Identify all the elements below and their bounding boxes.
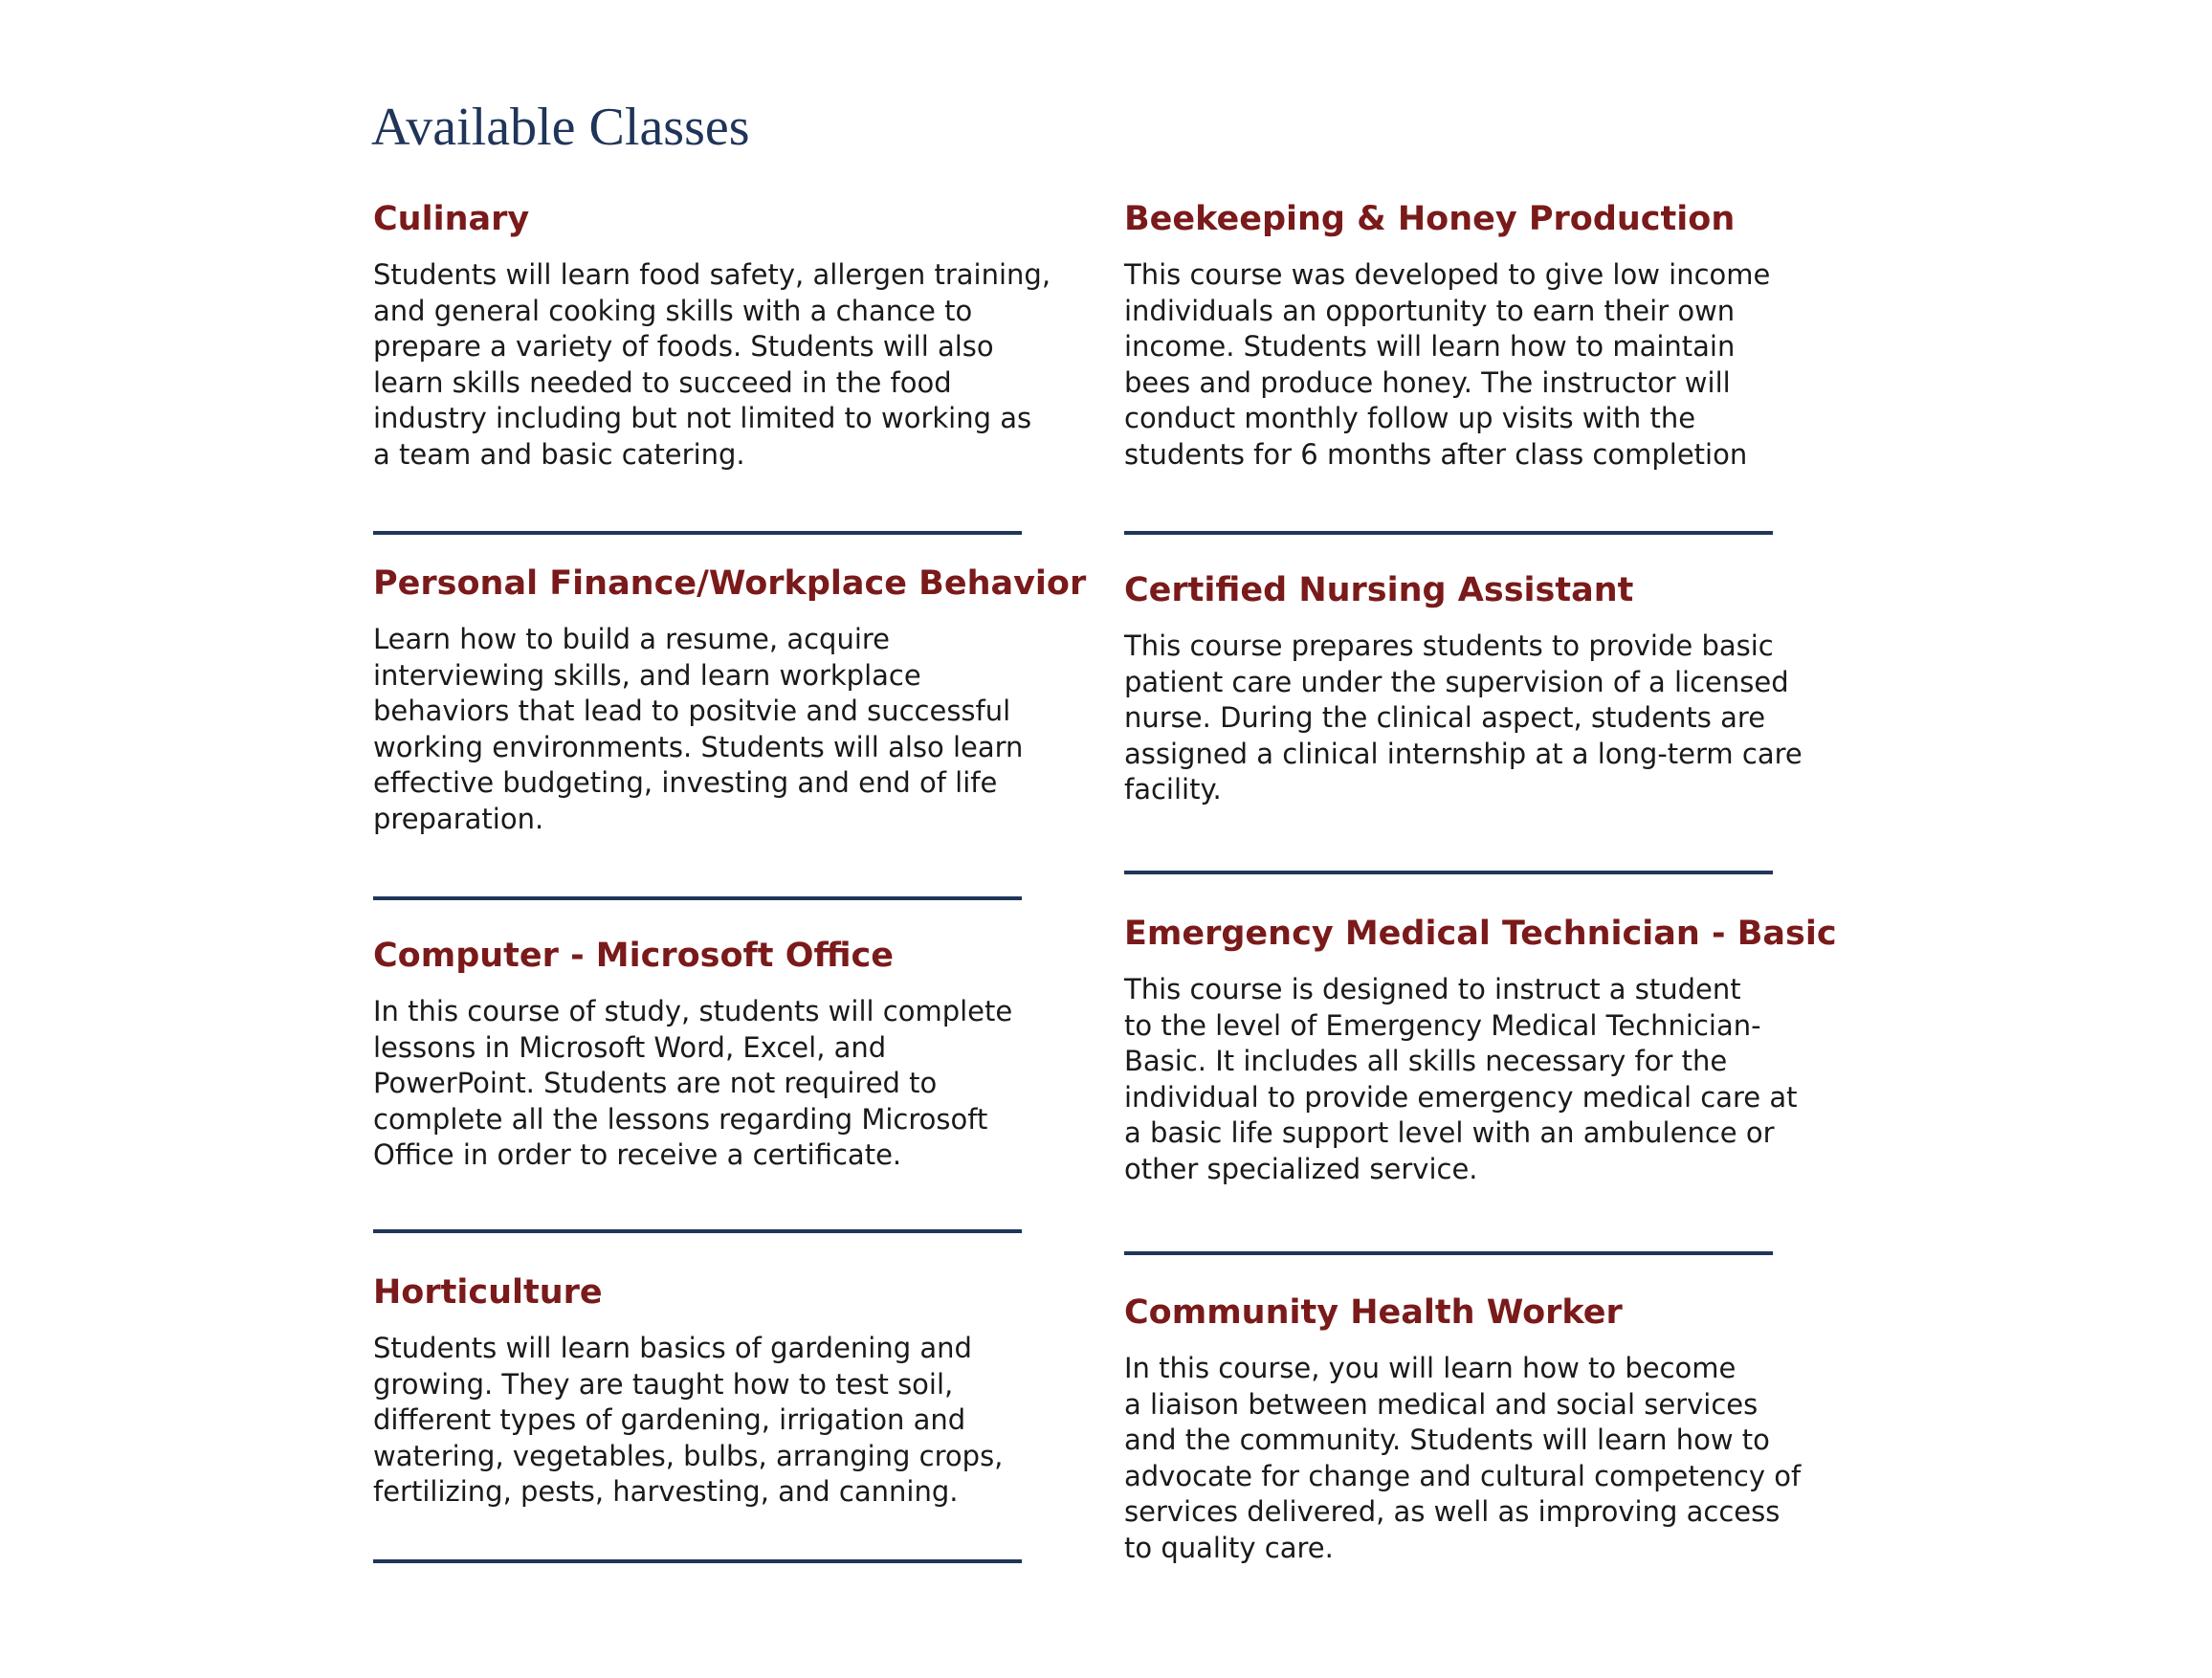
description-line: interviewing skills, and learn workplace bbox=[373, 658, 921, 692]
description-line: services delivered, as well as improving access bbox=[1124, 1495, 1781, 1528]
class-description bbox=[373, 257, 1062, 473]
description-line: behaviors that lead to positvie and successful bbox=[373, 695, 1011, 727]
description-line: This course was developed to give low income bbox=[1124, 258, 1771, 291]
class-section-horticulture bbox=[373, 1272, 1062, 1511]
section-divider bbox=[373, 531, 1022, 535]
description-line: Students will learn food safety, allergen training, bbox=[373, 258, 1051, 291]
description-line: preparation. bbox=[373, 802, 544, 835]
description-line: PowerPoint. Students are not required to bbox=[373, 1067, 938, 1099]
class-heading: Personal Finance/Workplace Behavior bbox=[373, 564, 1087, 603]
description-line: complete all the lessons regarding Microsoft bbox=[373, 1102, 988, 1136]
description-line: a team and basic catering. bbox=[373, 437, 745, 471]
description-line: income. Students will learn how to maintain bbox=[1124, 330, 1736, 363]
description-line: a liaison between medical and social services bbox=[1124, 1387, 1759, 1421]
description-line: prepare a variety of foods. Students will also bbox=[373, 330, 994, 363]
class-description bbox=[1124, 972, 1813, 1187]
section-divider bbox=[1124, 871, 1773, 874]
class-description bbox=[373, 994, 1062, 1174]
class-section-community-health bbox=[1124, 1292, 1813, 1566]
description-line: industry including but not limited to working as bbox=[373, 402, 1032, 434]
description-line: Office in order to receive a certificate. bbox=[373, 1138, 902, 1171]
description-line: This course is designed to instruct a student bbox=[1124, 973, 1741, 1005]
description-line: bees and produce honey. The instructor will bbox=[1124, 365, 1731, 399]
class-section-nursing-assistant bbox=[1124, 570, 1813, 808]
description-line: and the community. Students will learn how to bbox=[1124, 1424, 1770, 1456]
description-line: lessons in Microsoft Word, Excel, and bbox=[373, 1030, 887, 1064]
description-line: assigned a clinical internship at a long-term care bbox=[1124, 737, 1803, 770]
description-line: watering, vegetables, bulbs, arranging crops, bbox=[373, 1439, 1004, 1472]
description-line: This course prepares students to provide basic bbox=[1124, 629, 1774, 662]
class-section-personal-finance bbox=[373, 563, 1087, 837]
description-line: facility. bbox=[1124, 773, 1222, 806]
class-description bbox=[373, 622, 1062, 837]
class-heading: Horticulture bbox=[373, 1273, 603, 1312]
description-line: different types of gardening, irrigation and bbox=[373, 1403, 966, 1436]
class-heading: Certified Nursing Assistant bbox=[1124, 571, 1634, 609]
class-heading: Culinary bbox=[373, 200, 530, 238]
class-section-culinary bbox=[373, 199, 1062, 473]
description-line: conduct monthly follow up visits with the bbox=[1124, 402, 1696, 434]
description-line: working environments. Students will also learn bbox=[373, 730, 1024, 763]
description-line: to quality care. bbox=[1124, 1531, 1334, 1564]
description-line: individuals an opportunity to earn their own bbox=[1124, 294, 1736, 327]
description-line: other specialized service. bbox=[1124, 1152, 1478, 1185]
class-section-computer bbox=[373, 936, 1062, 1174]
description-line: learn skills needed to succeed in the food bbox=[373, 365, 952, 399]
class-heading: Beekeeping & Honey Production bbox=[1124, 200, 1736, 238]
class-heading: Community Health Worker bbox=[1124, 1293, 1623, 1332]
class-description bbox=[1124, 1351, 1813, 1566]
class-heading: Computer - Microsoft Office bbox=[373, 937, 894, 975]
section-divider bbox=[373, 1559, 1022, 1563]
class-heading: Emergency Medical Technician - Basic bbox=[1124, 915, 1837, 953]
description-line: fertilizing, pests, harvesting, and canning. bbox=[373, 1475, 959, 1508]
description-line: growing. They are taught how to test soil, bbox=[373, 1367, 954, 1401]
description-line: and general cooking skills with a chance to bbox=[373, 294, 973, 327]
section-divider bbox=[1124, 1251, 1773, 1255]
description-line: Basic. It includes all skills necessary for the bbox=[1124, 1045, 1728, 1077]
page-title: Available Classes bbox=[371, 98, 750, 157]
class-section-emt-basic bbox=[1124, 914, 1837, 1187]
description-line: individual to provide emergency medical care at bbox=[1124, 1080, 1798, 1114]
class-description bbox=[1124, 629, 1813, 808]
description-line: patient care under the supervision of a licensed bbox=[1124, 665, 1789, 698]
section-divider bbox=[373, 1229, 1022, 1233]
class-section-beekeeping bbox=[1124, 199, 1813, 473]
description-line: to the level of Emergency Medical Technician- bbox=[1124, 1008, 1761, 1042]
description-line: students for 6 months after class completion bbox=[1124, 437, 1748, 471]
description-line: In this course of study, students will complete bbox=[373, 995, 1013, 1027]
description-line: effective budgeting, investing and end of life bbox=[373, 766, 998, 799]
description-line: In this course, you will learn how to become bbox=[1124, 1352, 1736, 1384]
section-divider bbox=[1124, 531, 1773, 535]
class-description bbox=[1124, 257, 1813, 473]
description-line: Students will learn basics of gardening and bbox=[373, 1332, 972, 1364]
description-line: advocate for change and cultural competency of bbox=[1124, 1459, 1802, 1492]
description-line: a basic life support level with an ambulence or bbox=[1124, 1116, 1775, 1149]
description-line: Learn how to build a resume, acquire bbox=[373, 623, 891, 655]
section-divider bbox=[373, 896, 1022, 900]
description-line: nurse. During the clinical aspect, students are bbox=[1124, 701, 1766, 734]
class-description bbox=[373, 1331, 1062, 1511]
